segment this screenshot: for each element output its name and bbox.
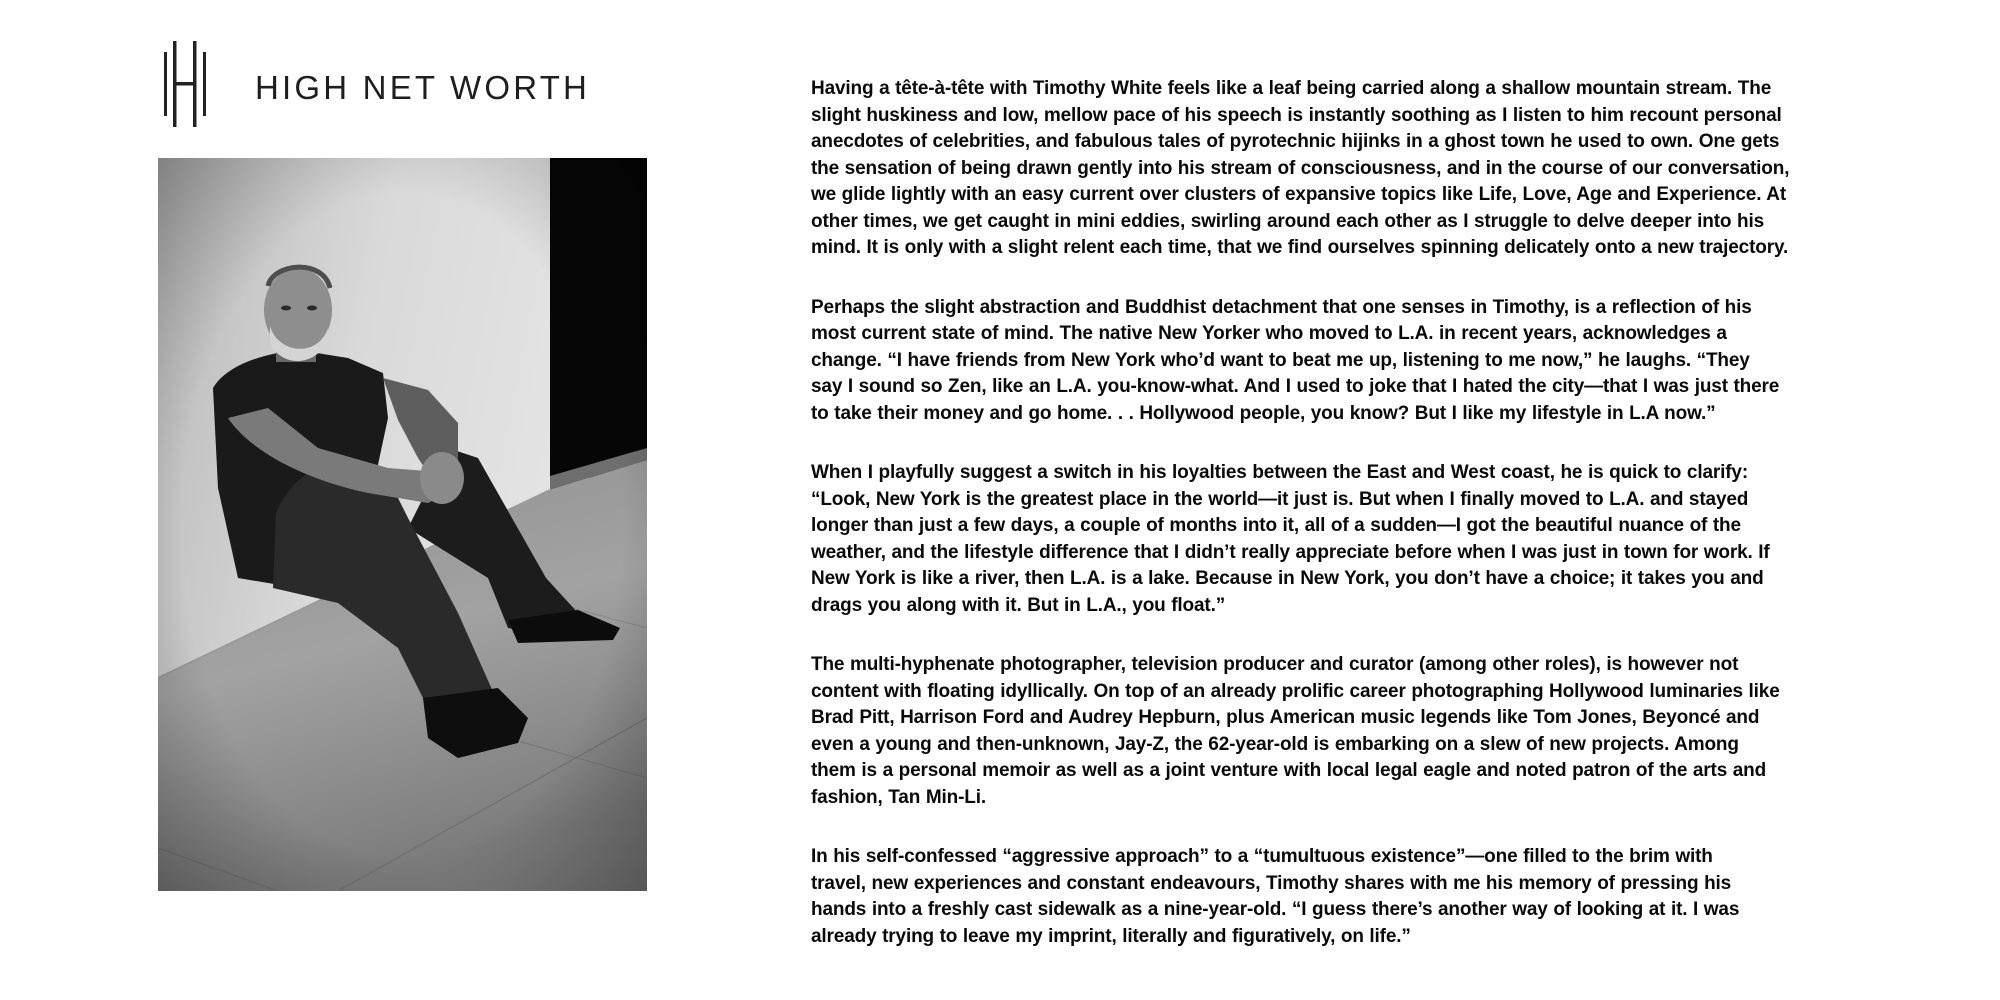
portrait-photo (158, 158, 647, 891)
brand-name: HIGH NET WORTH (255, 69, 591, 106)
article-paragraph (811, 652, 1861, 811)
paragraph-line: hands into a freshly cast sidewalk as a nine-year-old. “I guess there’s another way of looking at it. I was (811, 899, 1740, 920)
brand-logo[interactable] (160, 38, 591, 133)
article-paragraph (811, 460, 1861, 619)
paragraph-line: When I playfully suggest a switch in his loyalties between the East and West coast, he is quick to clarify: (811, 462, 1749, 483)
paragraph-line: the sensation of being drawn gently into his stream of consciousness, and in the course of our conversation, (811, 157, 1790, 179)
paragraph-line: them is a personal memoir as well as a joint venture with local legal eagle and noted patron of the arts and (811, 760, 1767, 781)
portrait-photo-illustration (158, 158, 647, 891)
paragraph-line: slight huskiness and low, mellow pace of his speech is instantly soothing as I listen to him recount personal (811, 104, 1782, 126)
hnw-monogram-h-icon (160, 38, 212, 130)
paragraph-line: Brad Pitt, Harrison Ford and Audrey Hepburn, plus American music legends like Tom Jones, Beyoncé and (811, 707, 1760, 728)
paragraph-line: we glide lightly with an easy current over clusters of expansive topics like Life, Love, Age and Experience. At (811, 184, 1787, 205)
paragraph-line: Having a tête-à-tête with Timothy White feels like a leaf being carried along a shallow mountain stream. The (811, 78, 1772, 99)
paragraph-line: weather, and the lifestyle difference that I didn’t really appreciate before when I was just in town for work. If (811, 541, 1770, 563)
paragraph-line: to take their money and go home. . . Hollywood people, you know? But I like my lifestyle in L.A now.” (811, 402, 1716, 424)
article-paragraph (811, 844, 1861, 950)
paragraph-line: most current state of mind. The native New Yorker who moved to L.A. in recent years, acknowledges a (811, 323, 1727, 344)
paragraph-line: anecdotes of celebrities, and fabulous tales of pyrotechnic hijinks in a ghost town he used to own. One gets (811, 131, 1780, 152)
paragraph-line: other times, we get caught in mini eddies, swirling around each other as I struggle to delve deeper into his (811, 210, 1764, 232)
article-body (811, 76, 1861, 983)
paragraph-line: In his self-confessed “aggressive approach” to a “tumultuous existence”—one filled to the brim with (811, 846, 1713, 867)
paragraph-line: already trying to leave my imprint, literally and figuratively, on life.” (811, 925, 1411, 947)
paragraph-line: say I sound so Zen, like an L.A. you-know-what. And I used to joke that I hated the city—that I was just there (811, 376, 1780, 397)
paragraph-line: mind. It is only with a slight relent each time, that we find ourselves spinning delicately onto a new trajectory. (811, 237, 1789, 258)
paragraph-line: “Look, New York is the greatest place in the world—it just is. But when I finally moved to L.A. and stayed (811, 488, 1749, 510)
article-paragraph (811, 295, 1861, 428)
paragraph-line: longer than just a few days, a couple of months into it, all of a sudden—I got the beautiful nuance of the (811, 515, 1741, 536)
article-paragraph (811, 76, 1861, 262)
paragraph-line: fashion, Tan Min-Li. (811, 786, 986, 808)
paragraph-line: change. “I have friends from New York who’d want to beat me up, listening to me now,” he laughs. “They (811, 349, 1750, 371)
paragraph-line: drags you along with it. But in L.A., you float.” (811, 594, 1226, 616)
paragraph-line: Perhaps the slight abstraction and Buddhist detachment that one senses in Timothy, is a reflection of his (811, 296, 1752, 318)
paragraph-line: travel, new experiences and constant endeavours, Timothy shares with me his memory of pressing his (811, 872, 1732, 894)
paragraph-line: New York is like a river, then L.A. is a lake. Because in New York, you don’t have a choice; it takes you and (811, 568, 1764, 589)
paragraph-line: The multi-hyphenate photographer, television producer and curator (among other roles), is however not (811, 654, 1739, 675)
paragraph-line: even a young and then-unknown, Jay-Z, the 62-year-old is embarking on a slew of new projects. Among (811, 733, 1739, 755)
paragraph-line: content with floating idyllically. On top of an already prolific career photographing Hollywood luminaries like (811, 680, 1780, 702)
